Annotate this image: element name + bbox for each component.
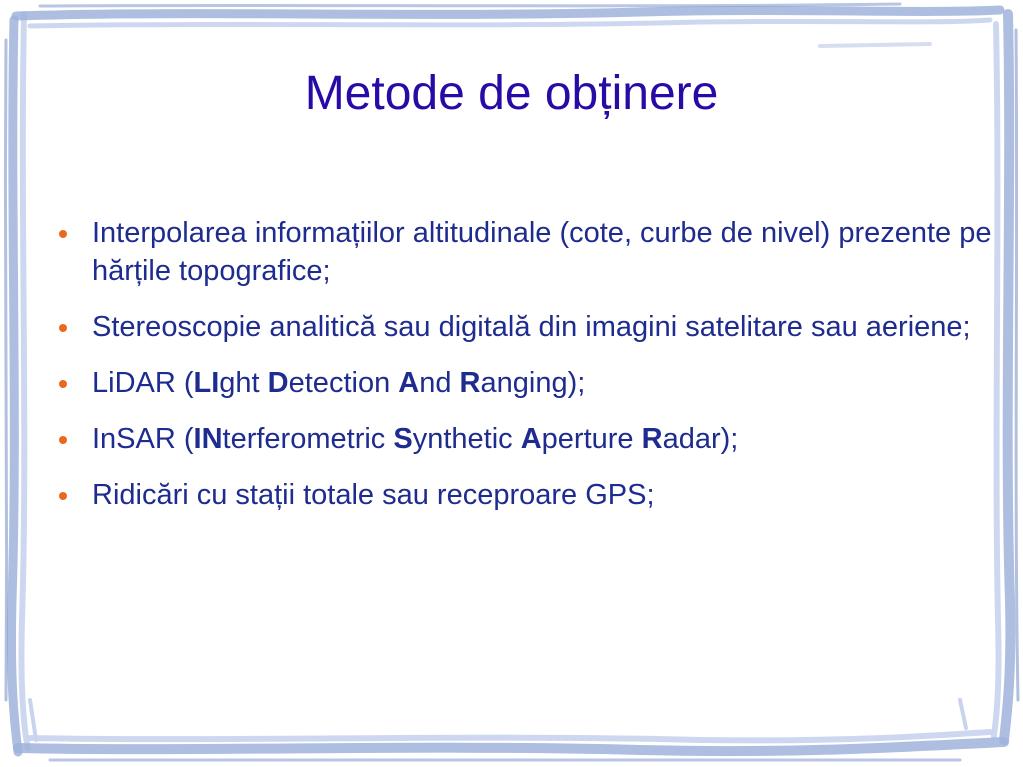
- bullet-item: [56, 214, 1016, 290]
- bold-initial: R: [641, 423, 663, 455]
- bullet-text: [92, 423, 738, 455]
- text-run: terferometric: [222, 423, 394, 455]
- text-run: ynthetic: [412, 423, 521, 455]
- bullet-text: [92, 217, 992, 287]
- text-run: perture: [541, 423, 642, 455]
- bold-initial: S: [393, 423, 413, 455]
- text-run: ght: [219, 367, 268, 399]
- text-run: nd: [419, 367, 460, 399]
- bullet-list: [56, 214, 1016, 532]
- bold-initial: IN: [193, 423, 223, 455]
- text-run: InSAR (: [92, 423, 194, 455]
- slide-title: Metode de obținere: [304, 67, 719, 120]
- bold-initial: LI: [193, 367, 220, 399]
- bullet-item: [56, 420, 1016, 458]
- bullet-dot-icon: [59, 380, 67, 388]
- text-run: Stereoscopie analitică sau digitală din imagini satelitare sau aeriene;: [92, 311, 971, 343]
- bullet-text: [92, 479, 655, 511]
- bold-initial: A: [398, 367, 420, 399]
- text-run: LiDAR (: [92, 367, 194, 399]
- bold-initial: R: [459, 367, 481, 399]
- bold-initial: A: [520, 423, 542, 455]
- bullet-dot-icon: [59, 230, 67, 238]
- text-run: Ridicări cu stații totale sau receproare GPS;: [92, 479, 655, 511]
- text-run: anging);: [480, 367, 586, 399]
- bullet-item: [56, 476, 1016, 514]
- text-run: etection: [288, 367, 399, 399]
- bullet-item: [56, 308, 1016, 346]
- text-run: Interpolarea informațiilor altitudinale (cote, curbe de nivel) prezente pe hărțile topografice;: [92, 217, 992, 287]
- text-run: adar);: [662, 423, 739, 455]
- bullet-text: [92, 367, 585, 399]
- bold-initial: D: [267, 367, 289, 399]
- bullet-text: [92, 311, 971, 343]
- bullet-dot-icon: [59, 436, 67, 444]
- bullet-dot-icon: [59, 492, 67, 500]
- bullet-item: [56, 364, 1016, 402]
- bullet-dot-icon: [59, 324, 67, 332]
